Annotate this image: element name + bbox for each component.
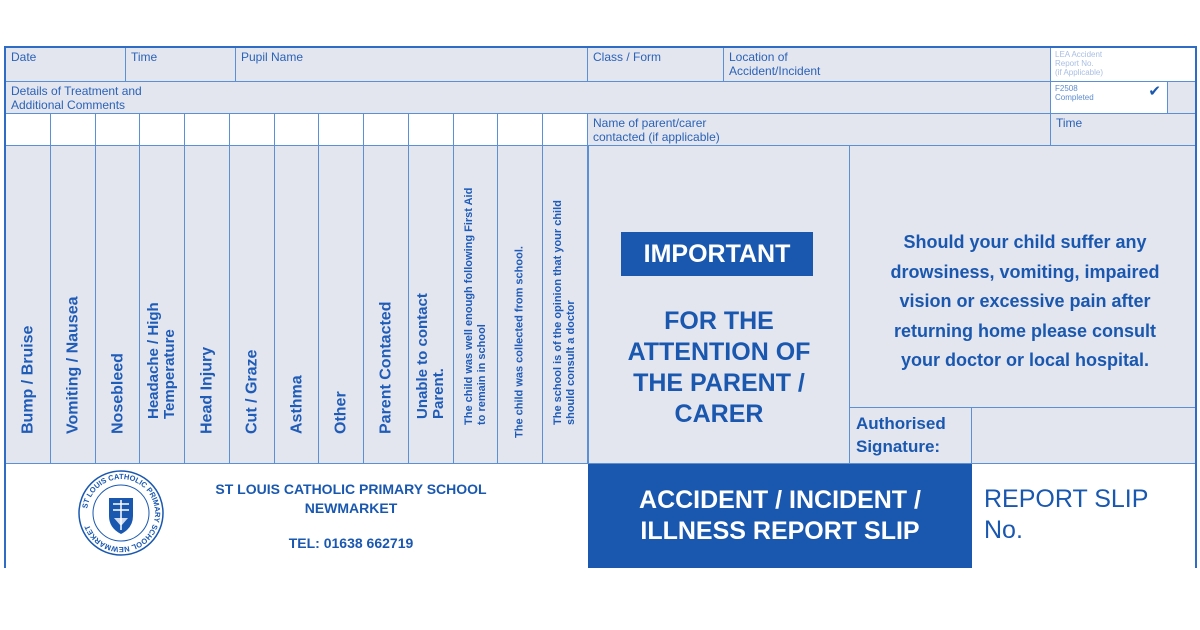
contact-time-label: Time <box>1056 116 1083 130</box>
date-label: Date <box>11 50 37 64</box>
signature-label: Authorised Signature: <box>856 414 946 456</box>
checklist-column <box>319 146 364 463</box>
details-label: Details of Treatment and Additional Comments <box>11 84 142 112</box>
advice-text: Should your child suffer any drowsiness, vomiting, impaired vision or excessive pain after returning home please consult your doctor or local hospital. <box>890 232 1160 370</box>
school-crest-logo <box>76 468 166 558</box>
f2508-field <box>1051 82 1168 114</box>
signature-label-cell <box>850 408 972 464</box>
check-box[interactable] <box>51 114 96 146</box>
svg-text:ST LOUIS CATHOLIC PRIMARY SCHO: ST LOUIS CATHOLIC PRIMARY SCHOOL NEWMARKET <box>80 471 163 555</box>
class-form-field[interactable] <box>588 48 724 82</box>
location-label: Location of Accident/Incident <box>729 50 821 78</box>
checklist-column <box>543 146 588 463</box>
checklist-column <box>51 146 96 463</box>
checklist-column <box>275 146 319 463</box>
slip-title-banner: ACCIDENT / INCIDENT / ILLNESS REPORT SLIP <box>588 464 972 568</box>
checklist-label: Bump / Bruise <box>19 325 37 434</box>
checklist-label: Asthma <box>288 375 305 434</box>
checklist <box>6 146 588 464</box>
check-box[interactable] <box>409 114 454 146</box>
check-box[interactable] <box>185 114 230 146</box>
check-box[interactable] <box>498 114 543 146</box>
check-box[interactable] <box>364 114 409 146</box>
checklist-column <box>6 146 51 463</box>
checklist-column <box>409 146 454 463</box>
lea-report-field[interactable] <box>1051 48 1195 82</box>
checklist-label: Nosebleed <box>109 353 126 434</box>
lea-report-label: LEA Accident Report No. (if Applicable) <box>1055 50 1104 77</box>
checklist-label: Cut / Graze <box>243 349 261 434</box>
checklist-label: Parent Contacted <box>377 301 395 434</box>
advice-panel <box>850 146 1195 408</box>
checklist-label: Other <box>332 391 350 434</box>
checklist-label: The school is of the opinion that your child should consult a doctor <box>552 200 577 425</box>
accident-report-slip <box>4 46 1197 568</box>
location-field[interactable] <box>724 48 1051 82</box>
time-label: Time <box>131 50 158 64</box>
signature-field[interactable] <box>972 408 1195 464</box>
checklist-column <box>454 146 498 463</box>
contact-time-field[interactable] <box>1051 114 1195 146</box>
check-box[interactable] <box>319 114 364 146</box>
checklist-label: The child was well enough following First Aid to remain in school <box>462 187 488 425</box>
check-box[interactable] <box>543 114 588 146</box>
f2508-label: F2508 Completed <box>1055 84 1094 102</box>
checklist-column <box>498 146 543 463</box>
checklist-label: Unable to contact Parent. <box>414 293 447 419</box>
school-footer <box>6 464 588 568</box>
school-telephone: TEL: 01638 662719 <box>288 535 414 551</box>
report-number-label: REPORT SLIP No. <box>984 485 1149 544</box>
f2508-checkmark-icon[interactable]: ✔ <box>1148 83 1161 100</box>
date-field[interactable] <box>6 48 126 82</box>
time-field[interactable] <box>126 48 236 82</box>
check-box[interactable] <box>96 114 140 146</box>
check-box[interactable] <box>6 114 51 146</box>
checklist-column <box>185 146 230 463</box>
f2508-extra-cell <box>1168 82 1195 114</box>
checklist-label: Vomiting / Nausea <box>64 296 82 434</box>
check-box[interactable] <box>230 114 275 146</box>
details-field[interactable] <box>6 82 1051 114</box>
attention-heading: FOR THE ATTENTION OF THE PARENT / CARER <box>627 307 811 428</box>
important-badge: IMPORTANT <box>621 232 813 276</box>
checklist-label: Head Injury <box>198 346 216 434</box>
checklist-column <box>230 146 275 463</box>
checklist-column <box>140 146 185 463</box>
checklist-column <box>364 146 409 463</box>
check-box[interactable] <box>275 114 319 146</box>
pupil-name-field[interactable] <box>236 48 588 82</box>
check-box[interactable] <box>454 114 498 146</box>
report-number-field[interactable] <box>972 464 1195 568</box>
class-form-label: Class / Form <box>593 50 662 64</box>
checklist-column <box>96 146 140 463</box>
parent-contacted-label: Name of parent/carer contacted (if applicable) <box>593 116 720 144</box>
check-box[interactable] <box>140 114 185 146</box>
pupil-name-label: Pupil Name <box>241 50 304 64</box>
checklist-label: Headache / High Temperature <box>145 302 178 419</box>
checklist-label: The child was collected from school. <box>513 246 526 438</box>
school-name: ST LOUIS CATHOLIC PRIMARY SCHOOL NEWMARKET <box>215 481 487 516</box>
parent-contacted-field[interactable] <box>588 114 1051 146</box>
important-panel <box>588 146 850 464</box>
